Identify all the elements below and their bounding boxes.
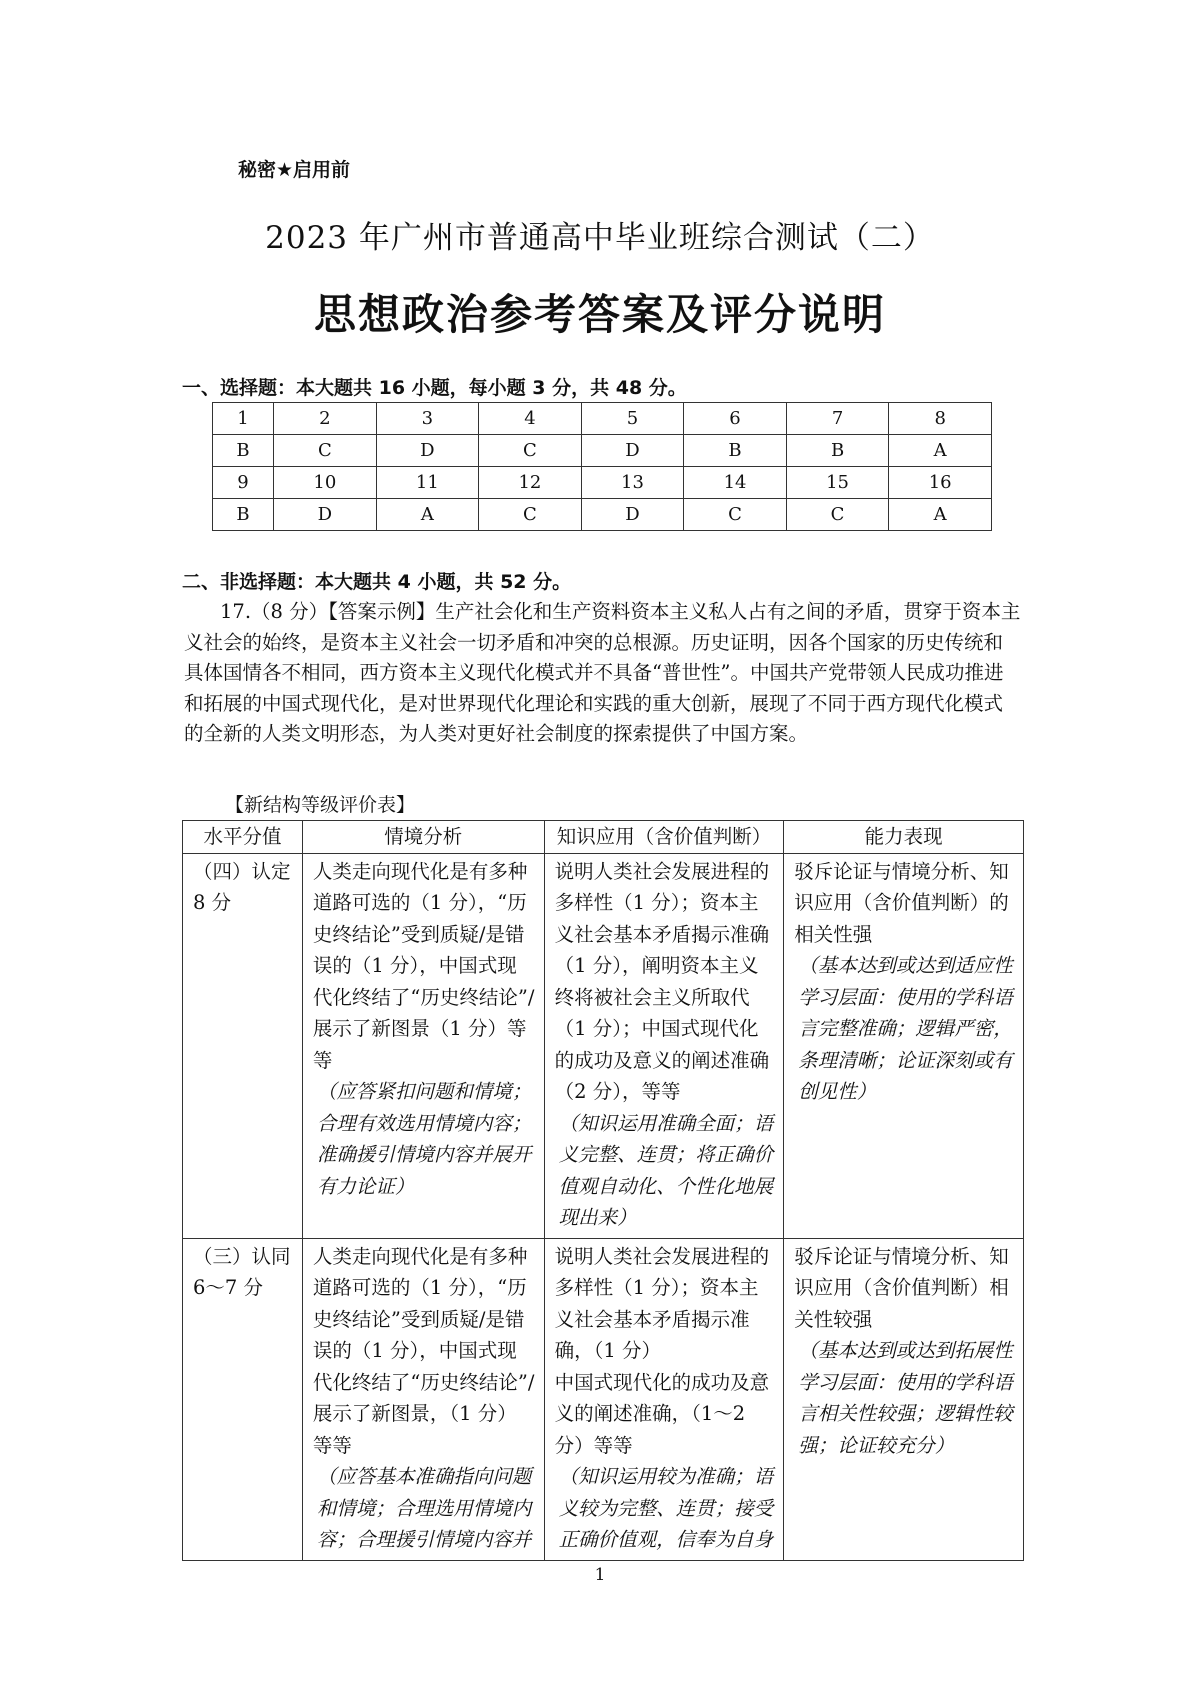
answer-cell: D — [581, 435, 684, 467]
question-number: 1 — [213, 403, 274, 435]
question-number: 5 — [581, 403, 684, 435]
question-number: 14 — [684, 467, 787, 499]
column-header: 水平分值 — [183, 821, 303, 854]
answer-cell: D — [581, 499, 684, 531]
table-row — [183, 853, 1024, 1238]
knowledge-cell — [544, 1238, 784, 1560]
knowledge-cell — [544, 853, 784, 1238]
answer-cell: D — [274, 499, 377, 531]
table-row — [183, 1238, 1024, 1560]
table-row — [213, 467, 992, 499]
page-number: 1 — [594, 1565, 606, 1585]
question-number: 16 — [889, 467, 992, 499]
column-header: 能力表现 — [784, 821, 1024, 854]
question-number: 13 — [581, 467, 684, 499]
question-number: 15 — [786, 467, 889, 499]
table-header-row — [183, 821, 1024, 854]
answer-cell: B — [684, 435, 787, 467]
situation-text: 人类走向现代化是有多种道路可选的（1 分），“历史终结论”受到质疑/是错误的（1 分），中国式现代化终结了“历史终结论”/展示了新图景（1 分）等等 — [312, 859, 535, 1072]
ability-cell — [784, 853, 1024, 1238]
answer-cell: B — [213, 499, 274, 531]
question-number: 12 — [479, 467, 582, 499]
ability-cell — [784, 1238, 1024, 1560]
ability-note: （基本达到或达到适应性学习层面：使用的学科语言完整准确；逻辑严密，条理清晰；论证深刻或有创见性） — [798, 954, 1013, 1103]
situation-note: （应答基本准确指向问题和情境；合理选用情境内容；合理援引情境内容并 — [316, 1465, 532, 1551]
knowledge-note: （知识运用较为准确；语义较为完整、连贯；接受正确价值观，信奉为自身 — [558, 1465, 774, 1551]
answer-cell: D — [376, 435, 479, 467]
ability-text: 驳斥论证与情境分析、知识应用（含价值判断）的相关性强 — [794, 859, 1009, 946]
level-text: （三）认同 6～7 分 — [193, 1244, 291, 1299]
question-number: 6 — [684, 403, 787, 435]
question-number: 2 — [274, 403, 377, 435]
answer-cell: A — [889, 499, 992, 531]
answer-cell: C — [479, 499, 582, 531]
level-cell — [183, 853, 303, 1238]
answer-cell: A — [376, 499, 479, 531]
question-number: 7 — [786, 403, 889, 435]
answer-cell: A — [889, 435, 992, 467]
column-header: 知识应用（含价值判断） — [544, 821, 784, 854]
confidential-label: 秘密★启用前 — [238, 159, 351, 181]
answer-cell: C — [786, 499, 889, 531]
answer-cell: C — [684, 499, 787, 531]
situation-text: 人类走向现代化是有多种道路可选的（1 分），“历史终结论”受到质疑/是错误的（1 分），中国式现代化终结了“历史终结论”/展示了新图景，（1 分）等等 — [312, 1244, 535, 1457]
situation-cell — [302, 853, 544, 1238]
section-2-heading: 二、非选择题：本大题共 4 小题，共 52 分。 — [182, 571, 572, 593]
situation-note: （应答紧扣问题和情境；合理有效选用情境内容；准确援引情境内容并展开有力论证） — [316, 1080, 532, 1198]
rubric-title: 【新结构等级评价表】 — [225, 794, 416, 816]
answer-cell: C — [274, 435, 377, 467]
knowledge-text: 说明人类社会发展进程的多样性（1 分）；资本主义社会基本矛盾揭示准确，（1 分） 中国式现代化的成功及意义的阐述准确，（1～2 分）等等 — [554, 1244, 770, 1457]
answer-cell: C — [479, 435, 582, 467]
table-row — [213, 435, 992, 467]
question-17-answer: 17.（8 分）【答案示例】生产社会化和生产资料资本主义私人占有之间的矛盾，贯穿于资本主义社会的始终，是资本主义社会一切矛盾和冲突的总根源。历史证明，因各个国家的历史传统和具体国情各不相同，西方资本主义现代化模式并不具备“普世性”。中国共产党带领人民成功推进和拓展的中国式现代化，是对世界现代化理论和实践的重大创新，展现了不同于西方现代化模式的全新的人类文明形态，为人类对更好社会制度的探索提供了中国方案。 — [184, 600, 1021, 745]
knowledge-text: 说明人类社会发展进程的多样性（1 分）；资本主义社会基本矛盾揭示准确（1 分），阐明资本主义终将被社会主义所取代（1 分）；中国式现代化的成功及意义的阐述准确（2 分），等等 — [554, 859, 770, 1103]
question-number: 11 — [376, 467, 479, 499]
question-number: 10 — [274, 467, 377, 499]
ability-text: 驳斥论证与情境分析、知识应用（含价值判断）相关性较强 — [794, 1244, 1009, 1331]
question-number: 9 — [213, 467, 274, 499]
table-row — [213, 499, 992, 531]
exam-title: 2023 年广州市普通高中毕业班综合测试（二） — [265, 220, 935, 256]
answer-cell: B — [213, 435, 274, 467]
question-number: 4 — [479, 403, 582, 435]
level-text: （四）认定 8 分 — [193, 859, 291, 914]
rubric-table — [182, 820, 1024, 1561]
knowledge-note: （知识运用准确全面；语义完整、连贯；将正确价值观自动化、个性化地展现出来） — [558, 1111, 774, 1229]
section-1-heading: 一、选择题：本大题共 16 小题，每小题 3 分，共 48 分。 — [182, 377, 687, 399]
answer-key-table — [212, 402, 992, 531]
level-cell — [183, 1238, 303, 1560]
situation-cell — [302, 1238, 544, 1560]
table-row — [213, 403, 992, 435]
column-header: 情境分析 — [302, 821, 544, 854]
answer-cell: B — [786, 435, 889, 467]
question-number: 3 — [376, 403, 479, 435]
ability-note: （基本达到或达到拓展性学习层面：使用的学科语言相关性较强；逻辑性较强；论证较充分） — [798, 1339, 1013, 1457]
question-number: 8 — [889, 403, 992, 435]
page-title: 思想政治参考答案及评分说明 — [313, 290, 886, 339]
